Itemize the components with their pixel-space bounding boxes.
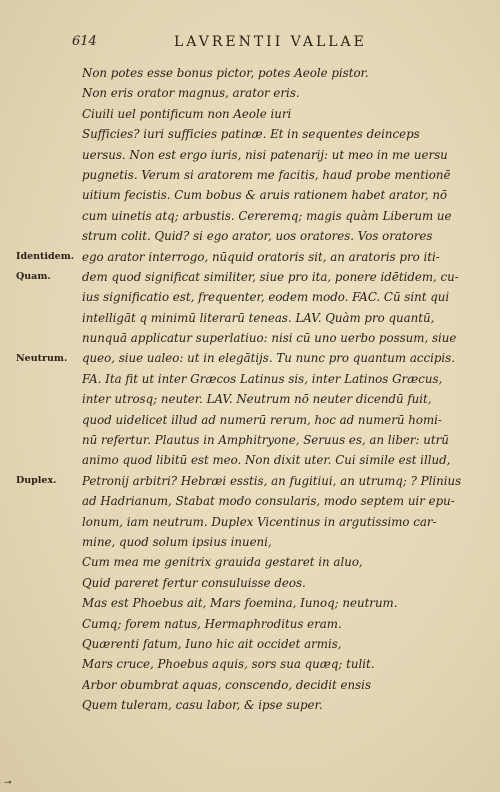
running-head: LAVRENTII VALLAE [174,34,367,50]
text-line: Quid pareret fertur consuluisse deos. [82,575,306,590]
text-line: dem quod significat similiter, siue pro ita, ponere idētidem, cu- [82,269,459,284]
margin-note: Quam. [16,271,51,282]
text-line: pugnetis. Verum si aratorem me facitis, haud probe mentionē [82,167,451,182]
text-line: Petronij arbitri? Hebræi esstis, an fugitiui, an utrumq; ? Plinius [82,473,462,488]
text-line: ad Hadrianum, Stabat modo consularis, modo septem uir epu- [82,494,455,509]
text-line: lonum, iam neutrum. Duplex Vicentinus in argutissimo car- [82,514,437,529]
text-line: Mars cruce, Phoebus aquis, sors sua quæq; tulit. [82,657,375,672]
text-line: nunquā applicatur superlatiuo: nisi cū uno uerbo possum, siue [82,331,457,346]
page-edge-mark: ⊸ [4,778,12,788]
text-line: Sufficies? iuri sufficies patinæ. Et in sequentes deinceps [82,127,420,142]
margin-note: Duplex. [16,475,57,486]
text-line: Quem tuleram, casu labor, & ipse super. [82,698,323,713]
text-line: Non potes esse bonus pictor, potes Aeole pistor. [82,66,369,80]
margin-note: Identidem. [16,250,75,262]
text-line: inter utrosq; neuter. LAV. Neutrum nō neuter dicendū fuit, [82,392,432,407]
page-number: 614 [72,34,97,49]
text-line: Cum mea me genitrix grauida gestaret in aluo, [82,555,363,570]
text-line: animo quod libitū est meo. Non dixit uter. Cui simile est illud, [82,453,451,468]
page-header [72,34,428,54]
text-line: Non eris orator magnus, arator eris. [82,86,300,101]
text-line: uersus. Non est ergo iuris, nisi patenarij: ut meo in me uersu [82,147,448,162]
margin-note: Neutrum. [16,352,68,364]
text-line: intelligāt q minimū literarū teneas. LAV. Quàm pro quantū, [82,310,435,325]
text-line: FA. Ita fit ut inter Græcos Latinus sis, inter Latinos Græcus, [82,371,443,386]
text-line: quod uidelicet illud ad numerū rerum, hoc ad numerū homi- [82,412,442,427]
text-line: ius significatio est, frequenter, eodem modo. FAC. Cū sint qui [82,290,450,305]
text-line: Cumq; forem natus, Hermaphroditus eram. [82,616,342,631]
text-line: strum colit. Quid? si ego arator, uos oratores. Vos oratores [82,229,433,244]
text-line: Mas est Phoebus ait, Mars foemina, Iunoq; neutrum. [82,596,398,611]
text-line: nū refertur. Plautus in Amphitryone, Seruus es, an liber: utrū [82,433,449,448]
text-line: queo, siue ualeo: ut in elegātijs. Tu nunc pro quantum accipis. [82,351,455,366]
text-line: Quærenti fatum, Iuno hic ait occidet armis, [82,636,342,651]
text-line: Ciuili uel pontificum non Aeole iuri [82,106,292,121]
text-line: uitium fecistis. Cum bobus & aruis rationem habet arator, nō [82,188,448,203]
text-line: Arbor obumbrat aquas, conscendo, decidit ensis [82,677,372,692]
text-line: mine, quod solum ipsius inueni, [82,534,272,549]
text-line: ego arator interrogo, nūquid oratoris sit, an aratoris pro iti- [82,249,440,264]
text-line: cum uinetis atq; arbustis. Cereremq; magis quàm Liberum ue [82,208,452,223]
text-body [82,63,482,716]
